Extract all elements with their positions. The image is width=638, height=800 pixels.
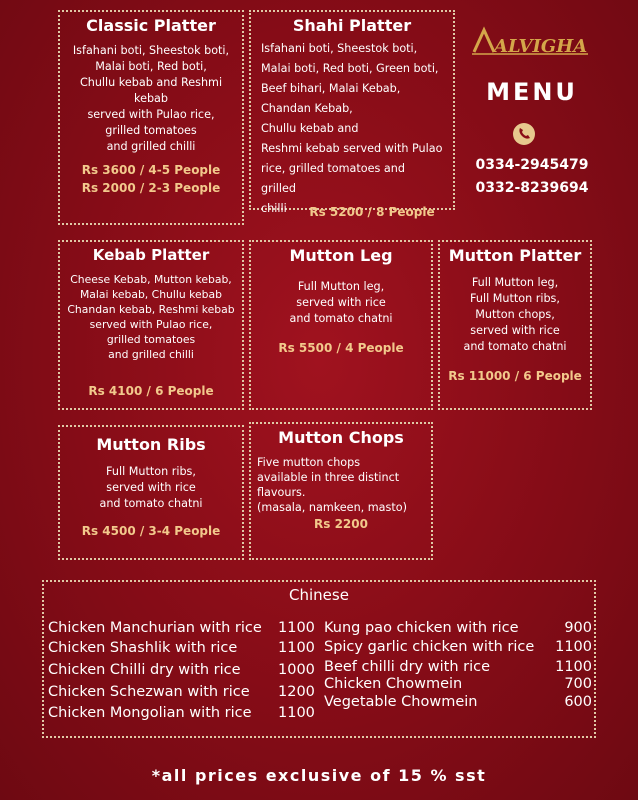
desc-line: Chullu kebab and Reshmi [79, 76, 223, 89]
dish-price: 1100 [278, 705, 315, 721]
desc-line: Full Mutton ribs, [106, 465, 196, 478]
desc-line: served with Pulao rice, [87, 108, 215, 121]
desc-line: Malai kebab, Chullu kebab [79, 288, 222, 301]
dish-price: 600 [564, 694, 592, 710]
price-label: Rs 3600 / 4-5 People [81, 163, 221, 177]
price-label: Rs 4100 / 6 People [88, 384, 214, 398]
desc-line: chilli [261, 202, 287, 215]
dish-price: 1000 [278, 662, 315, 678]
dish-name: Chicken Shashlik with rice [48, 640, 238, 656]
desc-line: kebab [133, 92, 169, 105]
price-label: Rs 2000 / 2-3 People [81, 181, 221, 195]
card-description [257, 279, 425, 327]
card-title: Mutton Ribs [96, 435, 206, 454]
desc-line: grilled tomatoes [106, 333, 196, 346]
classic-platter-card [58, 10, 244, 225]
desc-line: Mutton chops, [475, 308, 555, 321]
menu-heading: MENU [486, 78, 578, 106]
desc-line: served with rice [470, 324, 560, 337]
tax-note: *all prices exclusive of 15 % sst [151, 766, 487, 785]
price-label: Rs 5200 / 8 People [309, 205, 435, 219]
desc-line: Full Mutton leg, [471, 276, 559, 289]
dish-price: 1100 [555, 639, 592, 655]
desc-line: Malai boti, Red boti, Green boti, [261, 62, 439, 75]
desc-line: and tomato chatni [99, 497, 203, 510]
desc-line: and tomato chatni [289, 312, 393, 325]
desc-line: grilled tomatoes [105, 124, 197, 137]
dish-name: Chicken Chilli dry with rice [48, 662, 241, 678]
shahi-platter-card [249, 10, 455, 219]
price-label: Rs 5500 / 4 People [278, 341, 404, 355]
mutton-chops-card [249, 422, 433, 560]
desc-line: (masala, namkeen, masto) [257, 501, 407, 514]
card-description [446, 275, 584, 355]
desc-line: Five mutton chops [257, 456, 361, 469]
desc-line: Chandan Kebab, [261, 102, 353, 115]
desc-line: Isfahani boti, Sheestok boti, [72, 44, 230, 57]
desc-line: Reshmi kebab served with Pulao [261, 142, 443, 155]
card-title: Mutton Platter [448, 246, 582, 265]
card-description [66, 43, 236, 155]
mutton-platter-card [438, 240, 592, 410]
desc-line: Cheese Kebab, Mutton kebab, [70, 273, 232, 286]
desc-line: Full Mutton leg, [297, 280, 385, 293]
section-title: Chinese [289, 586, 349, 604]
desc-line: served with rice [106, 481, 196, 494]
card-description [66, 464, 236, 512]
phone-number[interactable]: 0334-2945479 [475, 157, 589, 173]
desc-line: served with rice [296, 296, 386, 309]
desc-line: available in three distinct [257, 471, 400, 484]
phone-number[interactable]: 0332-8239694 [475, 180, 589, 196]
dish-price: 900 [564, 620, 592, 636]
logo-text: ALVIGHA [494, 36, 588, 57]
card-title: Mutton Leg [289, 246, 393, 265]
dish-name: Chicken Manchurian with rice [48, 620, 262, 636]
price-label: Rs 11000 / 6 People [448, 369, 582, 383]
desc-line: Isfahani boti, Sheestok boti, [261, 42, 418, 55]
dish-name: Beef chilli dry with rice [324, 659, 490, 675]
card-description [261, 39, 443, 219]
phone-icon [512, 122, 536, 146]
dish-price: 1100 [278, 620, 315, 636]
desc-line: Malai boti, Red boti, [95, 60, 207, 73]
dish-price: 1100 [555, 659, 592, 675]
card-title: Classic Platter [86, 16, 216, 35]
dish-name: Kung pao chicken with rice [324, 620, 519, 636]
price-label: Rs 2200 [314, 517, 368, 531]
desc-line: rice, grilled tomatoes and grilled [261, 162, 405, 195]
card-description [66, 272, 236, 362]
card-title: Kebab Platter [92, 246, 210, 264]
desc-line: and grilled chilli [106, 140, 196, 153]
desc-line: and tomato chatni [463, 340, 567, 353]
dish-name: Spicy garlic chicken with rice [324, 639, 535, 655]
desc-line: flavours. [257, 486, 306, 499]
dish-price: 700 [564, 676, 592, 692]
desc-line: Chandan kebab, Reshmi kebab [67, 303, 235, 316]
dish-name: Chicken Mongolian with rice [48, 705, 252, 721]
desc-line: served with Pulao rice, [89, 318, 213, 331]
desc-line: and grilled chilli [108, 348, 194, 361]
mutton-leg-card [249, 240, 433, 410]
dish-name: Chicken Chowmein [324, 676, 463, 692]
kebab-platter-card [58, 240, 244, 410]
card-title: Mutton Chops [278, 428, 404, 447]
dish-price: 1100 [278, 640, 315, 656]
price-label: Rs 4500 / 3-4 People [81, 524, 221, 538]
mutton-ribs-card [58, 425, 244, 560]
desc-line: Full Mutton ribs, [470, 292, 560, 305]
dish-price: 1200 [278, 684, 315, 700]
dish-name: Vegetable Chowmein [324, 694, 478, 710]
card-description [257, 455, 425, 515]
card-title: Shahi Platter [292, 16, 412, 35]
desc-line: Beef bihari, Malai Kebab, [261, 82, 401, 95]
dish-name: Chicken Schezwan with rice [48, 684, 250, 700]
alvigha-logo [470, 22, 590, 62]
desc-line: Chullu kebab and [261, 122, 359, 135]
